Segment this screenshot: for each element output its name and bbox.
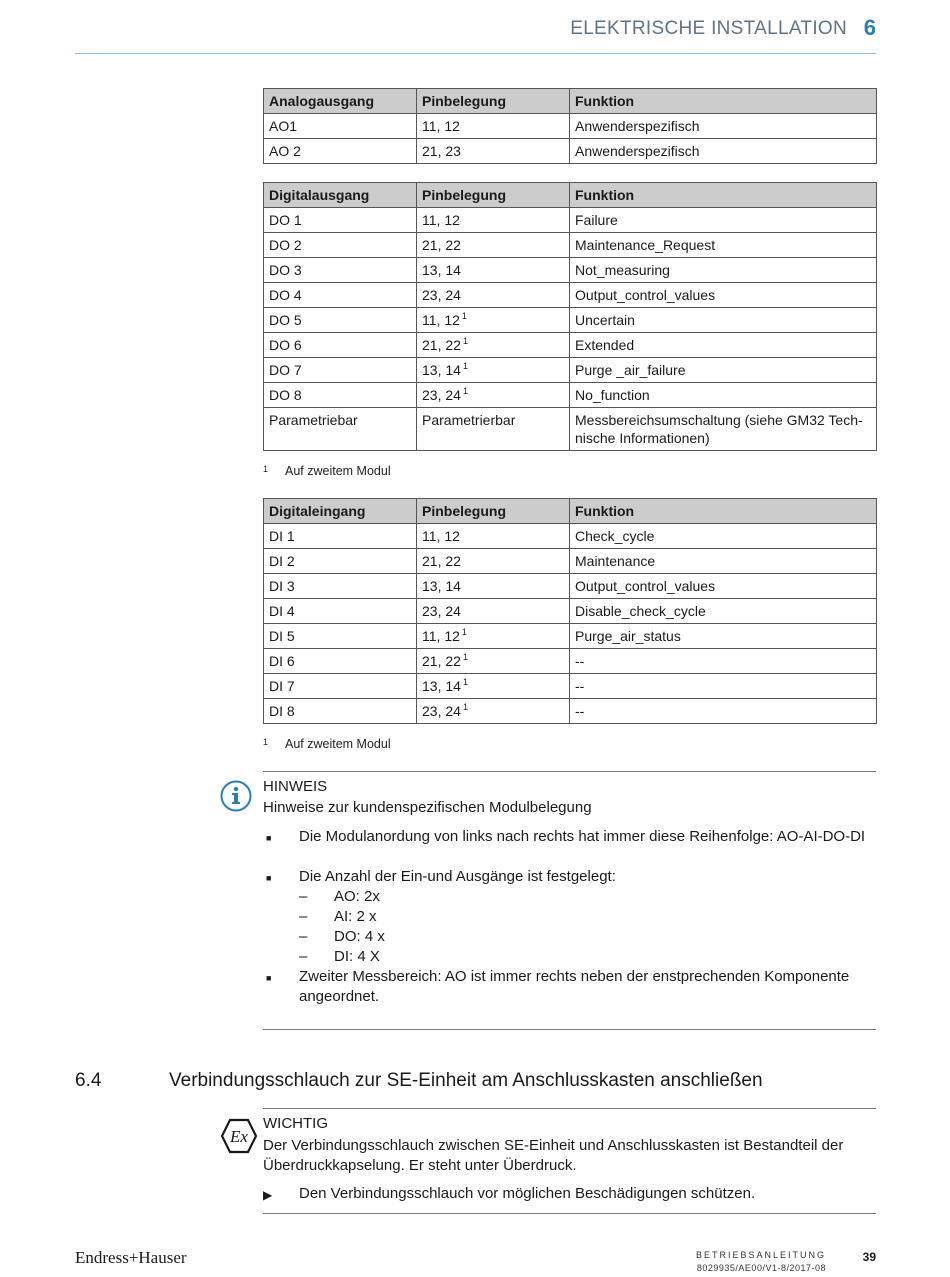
pin-value: 13, 14 — [422, 578, 461, 594]
dash-mark: – — [299, 888, 308, 905]
analog-output-table — [263, 88, 877, 164]
table-cell — [417, 308, 570, 333]
table-cell: DI 7 — [264, 674, 417, 699]
table-cell — [417, 549, 570, 574]
pin-value: 13, 14 — [422, 362, 461, 378]
table-cell — [417, 208, 570, 233]
footnote-mark: 1 — [462, 702, 468, 713]
column-header: Digitaleingang — [264, 499, 417, 524]
table-cell — [417, 408, 570, 451]
sub-list-item-text: DO: 4 x — [334, 928, 385, 945]
list-item-text: Zweiter Messbereich: AO ist immer rechts neben der enstprechenden Komponente angeordnet. — [299, 968, 850, 1005]
footnote-mark: 1 — [462, 677, 468, 688]
table-cell: Messbereichsumschaltung (siehe GM32 Technische Informationen) — [570, 408, 877, 451]
footnote-mark: 1 — [461, 627, 467, 638]
pin-value: 23, 24 — [422, 287, 461, 303]
list-item-text: Die Modulanordung von links nach rechts hat immer diese Reihenfolge: AO-AI-DO-DI — [299, 828, 866, 845]
table-row — [264, 649, 877, 674]
table-cell — [417, 383, 570, 408]
sub-list-item-text: DI: 4 X — [334, 948, 380, 965]
table-cell — [417, 574, 570, 599]
action-step — [263, 1184, 755, 1204]
table-row — [264, 358, 877, 383]
table-cell — [417, 624, 570, 649]
warning-text: Der Verbindungsschlauch zwischen SE-Einheit und Anschlusskasten ist Bestandteil der Überdruckkapselung. Er steht unter Überdruck. — [263, 1137, 844, 1174]
section-title: Verbindungsschlauch zur SE-Einheit am Anschlusskasten anschließen — [169, 1070, 763, 1091]
pin-value: 21, 22 — [422, 337, 461, 353]
table-cell: Extended — [570, 333, 877, 358]
table-row — [264, 408, 877, 451]
table-row — [264, 574, 877, 599]
table-cell: Maintenance — [570, 549, 877, 574]
footnote-mark: 1 — [263, 737, 269, 747]
column-header: Pinbelegung — [417, 499, 570, 524]
ex-explosion-protection-icon — [220, 1118, 258, 1154]
table-cell: DO 8 — [264, 383, 417, 408]
warning-top-divider — [263, 1108, 876, 1109]
footnote-mark: 1 — [461, 311, 467, 322]
note-top-divider — [263, 771, 876, 772]
brand-logo: Endress+Hauser — [75, 1248, 187, 1267]
footnote-text: Auf zweitem Modul — [285, 737, 391, 751]
table-header-row — [264, 89, 877, 114]
note-bottom-divider — [263, 1029, 876, 1030]
pin-value: 21, 22 — [422, 653, 461, 669]
svg-text:Ex: Ex — [230, 1127, 248, 1146]
table-cell: Maintenance_Request — [570, 233, 877, 258]
footnote-text: Auf zweitem Modul — [285, 464, 391, 478]
table-cell: DO 4 — [264, 283, 417, 308]
table-cell: No_function — [570, 383, 877, 408]
table-cell: Parametriebar — [264, 408, 417, 451]
table-cell: DI 6 — [264, 649, 417, 674]
sub-list-item — [299, 907, 377, 927]
table-cell: DI 1 — [264, 524, 417, 549]
table-cell: Anwenderspezifisch — [570, 139, 877, 164]
table-cell: DI 4 — [264, 599, 417, 624]
table-row — [264, 624, 877, 649]
pin-value: 11, 12 — [422, 212, 460, 228]
note-subtitle: Hinweise zur kundenspezifischen Modulbelegung — [263, 799, 592, 816]
digital-input-table — [263, 498, 877, 724]
table-cell: Output_control_values — [570, 574, 877, 599]
table-cell — [417, 674, 570, 699]
list-item — [263, 827, 876, 847]
bullet-mark: ■ — [266, 973, 272, 983]
pin-value: 23, 24 — [422, 387, 461, 403]
table-cell: Uncertain — [570, 308, 877, 333]
table-row — [264, 114, 877, 139]
table-row — [264, 233, 877, 258]
table-row — [264, 383, 877, 408]
column-header: Funktion — [570, 89, 877, 114]
table-cell: -- — [570, 674, 877, 699]
page-number: 39 — [862, 1250, 876, 1264]
table-cell: -- — [570, 649, 877, 674]
pin-value: 11, 12 — [422, 528, 460, 544]
pin-value: 21, 22 — [422, 553, 461, 569]
pin-value: 11, 12 — [422, 312, 460, 328]
table-cell — [417, 139, 570, 164]
table-cell: DO 5 — [264, 308, 417, 333]
step-arrow: ▶ — [263, 1188, 273, 1202]
footnote — [263, 737, 391, 751]
table-cell — [417, 358, 570, 383]
table-header-row — [264, 183, 877, 208]
digital-output-table — [263, 182, 877, 451]
table-row — [264, 524, 877, 549]
column-header: Pinbelegung — [417, 89, 570, 114]
pin-value: 21, 22 — [422, 237, 461, 253]
table-header-row — [264, 499, 877, 524]
pin-value: 23, 24 — [422, 703, 461, 719]
sub-list-item — [299, 927, 385, 947]
table-row — [264, 333, 877, 358]
sub-list-item — [299, 947, 380, 967]
table-cell — [417, 258, 570, 283]
chapter-number: 6 — [863, 15, 876, 40]
warning-bottom-divider — [263, 1213, 876, 1214]
pin-value: 11, 12 — [422, 628, 460, 644]
table-cell: DI 2 — [264, 549, 417, 574]
bullet-mark: ■ — [266, 873, 272, 883]
table-row — [264, 599, 877, 624]
footnote-mark: 1 — [462, 652, 468, 663]
pin-value: 13, 14 — [422, 678, 461, 694]
table-cell: Not_measuring — [570, 258, 877, 283]
dash-mark: – — [299, 908, 308, 925]
footnote-mark: 1 — [462, 386, 468, 397]
header-divider — [75, 53, 876, 54]
table-cell: DI 3 — [264, 574, 417, 599]
footnote-mark: 1 — [462, 361, 468, 372]
table-cell: DI 8 — [264, 699, 417, 724]
column-header: Digitalausgang — [264, 183, 417, 208]
table-cell: Failure — [570, 208, 877, 233]
dash-mark: – — [299, 928, 308, 945]
document-type: BETRIEBSANLEITUNG — [695, 1250, 826, 1260]
chapter-title: ELEKTRISCHE INSTALLATION — [570, 18, 847, 39]
table-cell: Purge_air_status — [570, 624, 877, 649]
table-row — [264, 139, 877, 164]
table-cell: AO1 — [264, 114, 417, 139]
table-cell: Output_control_values — [570, 283, 877, 308]
list-item — [263, 967, 876, 1007]
table-cell: AO 2 — [264, 139, 417, 164]
table-cell — [417, 599, 570, 624]
table-cell: Check_cycle — [570, 524, 877, 549]
table-row — [264, 308, 877, 333]
sub-list-item — [299, 887, 380, 907]
table-cell — [417, 114, 570, 139]
table-row — [264, 283, 877, 308]
warning-title: WICHTIG — [263, 1115, 328, 1132]
table-row — [264, 674, 877, 699]
table-cell: DO 7 — [264, 358, 417, 383]
table-cell: -- — [570, 699, 877, 724]
list-item — [263, 867, 876, 887]
pin-value: 21, 23 — [422, 143, 461, 159]
step-text: Den Verbindungsschlauch vor möglichen Beschädigungen schützen. — [299, 1185, 756, 1202]
table-cell: Purge _air_failure — [570, 358, 877, 383]
table-cell: DO 6 — [264, 333, 417, 358]
note-title: HINWEIS — [263, 778, 328, 795]
table-cell: Disable_check_cycle — [570, 599, 877, 624]
table-cell: DI 5 — [264, 624, 417, 649]
table-cell — [417, 233, 570, 258]
footnote — [263, 464, 391, 478]
sub-list-item-text: AI: 2 x — [334, 908, 377, 925]
dash-mark: – — [299, 948, 308, 965]
table-row — [264, 208, 877, 233]
column-header: Funktion — [570, 183, 877, 208]
column-header: Funktion — [570, 499, 877, 524]
column-header: Pinbelegung — [417, 183, 570, 208]
table-cell — [417, 699, 570, 724]
sub-list-item-text: AO: 2x — [334, 888, 380, 905]
table-cell — [417, 333, 570, 358]
table-cell: DO 1 — [264, 208, 417, 233]
pin-value: 23, 24 — [422, 603, 461, 619]
document-id: 8029935/AE00/V1-8/2017-08 — [696, 1263, 826, 1273]
table-cell — [417, 649, 570, 674]
list-item-text: Die Anzahl der Ein-und Ausgänge ist festgelegt: — [299, 868, 616, 885]
footnote-mark: 1 — [263, 464, 269, 474]
table-cell — [417, 283, 570, 308]
column-header: Analogausgang — [264, 89, 417, 114]
table-cell: DO 3 — [264, 258, 417, 283]
table-cell — [417, 524, 570, 549]
table-row — [264, 699, 877, 724]
footnote-mark: 1 — [462, 336, 468, 347]
table-cell: DO 2 — [264, 233, 417, 258]
section-number: 6.4 — [75, 1070, 102, 1091]
table-row — [264, 258, 877, 283]
table-row — [264, 549, 877, 574]
pin-value: 13, 14 — [422, 262, 461, 278]
bullet-mark: ■ — [266, 833, 272, 843]
pin-value: Parametrierbar — [422, 412, 516, 428]
info-icon — [220, 780, 252, 812]
table-cell: Anwenderspezifisch — [570, 114, 877, 139]
pin-value: 11, 12 — [422, 118, 460, 134]
